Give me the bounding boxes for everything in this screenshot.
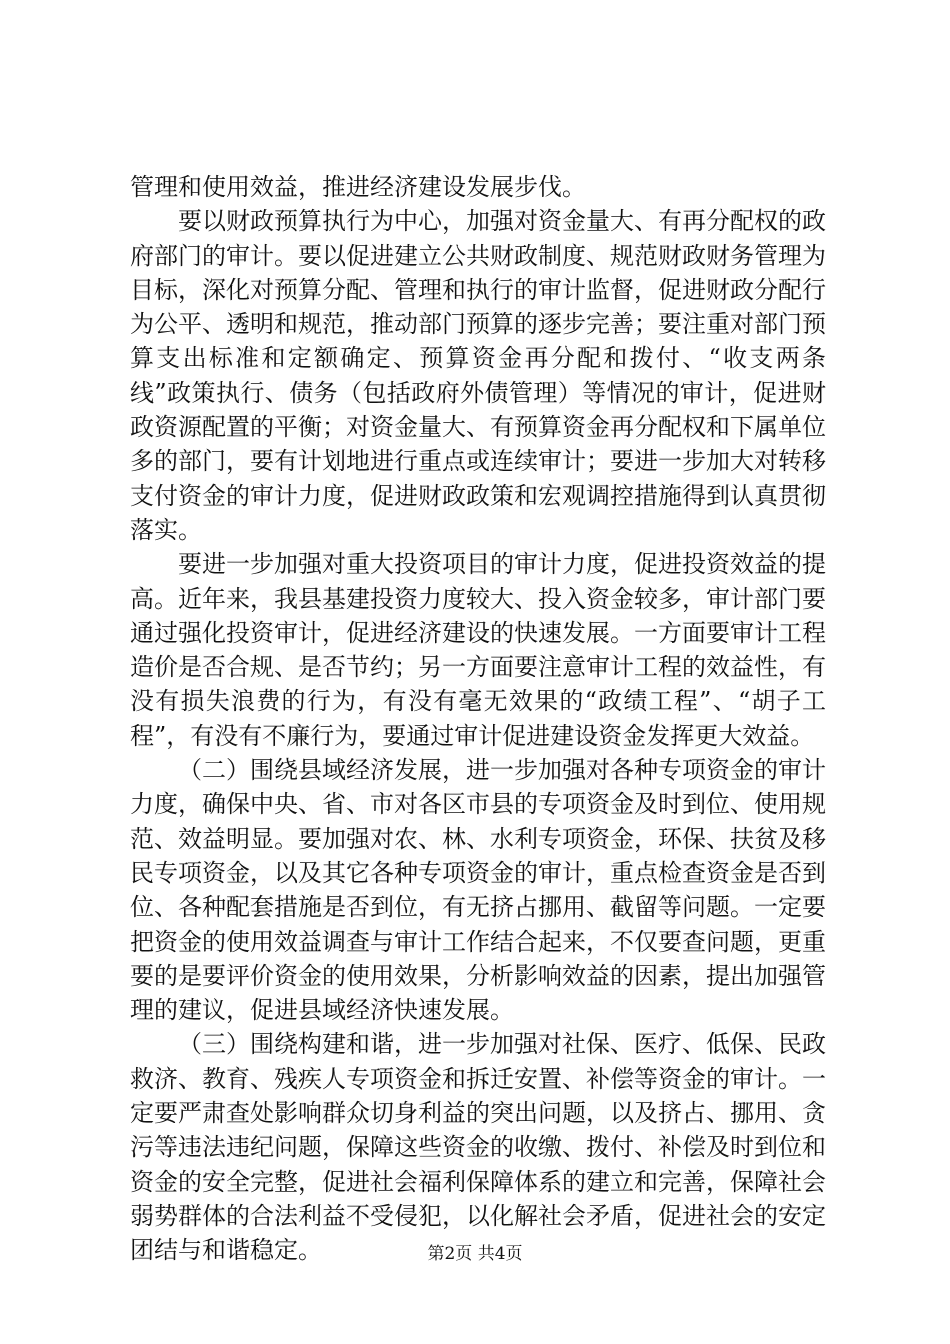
page-number-footer: 第2页 共4页 <box>427 1244 523 1264</box>
paragraph-continuation: 管理和使用效益，推进经济建设发展步伐。 <box>130 173 586 201</box>
paragraph-social-harmony: （三）围绕构建和谐，进一步加强对社保、医疗、低保、民政救济、教育、残疾人专项资金和拆迁安置、补偿等资金的审计。一定要严肃查处影响群众切身利益的突出问题，以及挤占、挪用、贪污等违法违纪问题，保障这些资金的收缴、拨付、补偿及时到位和资金的安全完整，促进社会福利保障体系的建立和完善，保障社会弱势群体的合法利益不受侵犯，以化解社会矛盾，促进社会的安定团结与和谐稳定。 <box>130 1030 826 1265</box>
paragraph-budget-execution: 要以财政预算执行为中心，加强对资金量大、有再分配权的政府部门的审计。要以促进建立公共财政制度、规范财政财务管理为目标，深化对预算分配、管理和执行的审计监督，促进财政分配行为公平、透明和规范，推动部门预算的逐步完善；要注重对部门预算支出标准和定额确定、预算资金再分配和拨付、“收支两条线”政策执行、债务（包括政府外债管理）等情况的审计，促进财政资源配置的平衡；对资金量大、有预算资金再分配权和下属单位多的部门，要有计划地进行重点或连续审计；要进一步加大对转移支付资金的审计力度，促进财政政策和宏观调控措施得到认真贯彻落实。 <box>130 207 826 544</box>
paragraph-investment-audit: 要进一步加强对重大投资项目的审计力度，促进投资效益的提高。近年来，我县基建投资力度较大、投入资金较多，审计部门要通过强化投资审计，促进经济建设的快速发展。一方面要审计工程造价是否合规、是否节约；另一方面要注意审计工程的效益性，有没有损失浪费的行为，有没有毫无效果的“政绩工程”、“胡子工程”，有没有不廉行为，要通过审计促进建设资金发挥更大效益。 <box>130 550 826 750</box>
paragraph-special-funds: （二）围绕县域经济发展，进一步加强对各种专项资金的审计力度，确保中央、省、市对各区市县的专项资金及时到位、使用规范、效益明显。要加强对农、林、水利专项资金，环保、扶贫及移民专项资金，以及其它各种专项资金的审计，重点检查资金是否到位、各种配套措施是否到位，有无挤占挪用、截留等问题。一定要把资金的使用效益调查与审计工作结合起来，不仅要查问题，更重要的是要评价资金的使用效果，分析影响效益的因素，提出加强管理的建议，促进县域经济快速发展。 <box>130 756 826 1025</box>
document-body <box>130 170 826 1268</box>
